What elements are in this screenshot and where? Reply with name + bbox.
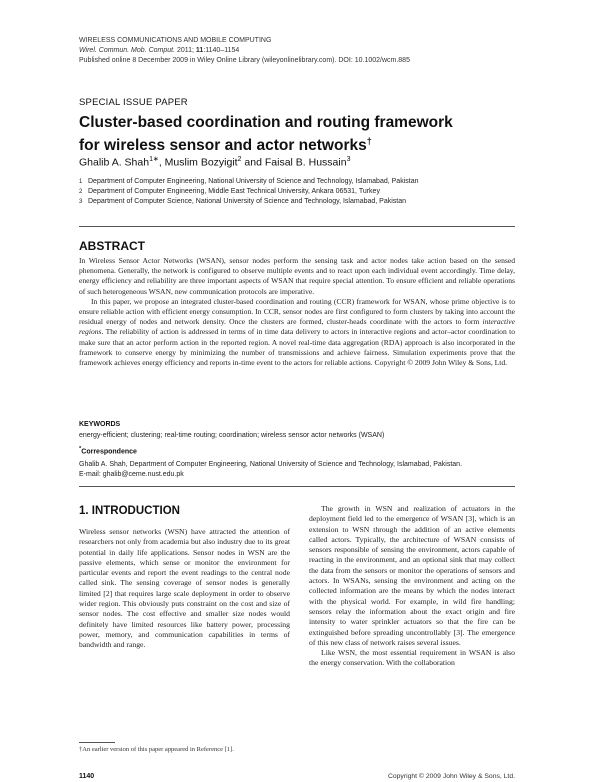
abstract-top-rule — [79, 226, 515, 227]
journal-abbrev: Wirel. Commun. Mob. Comput. — [79, 47, 176, 54]
intro-paragraph-3: Like WSN, the most essential requirement in WSAN is also the energy conservation. With the collaboration — [309, 648, 515, 668]
citation-volume: 11 — [195, 47, 204, 54]
affiliation-item — [79, 187, 539, 197]
affiliation-text: Department of Computer Science, National University of Science and Technology, Islamabad, Pakistan — [88, 198, 407, 205]
abstract-heading: ABSTRACT — [79, 239, 145, 253]
abstract-emphasis: interactive regions — [79, 317, 515, 337]
right-column — [309, 504, 515, 669]
abstract-paragraph-1: In Wireless Sensor Actor Networks (WSAN), sensor nodes perform the sensing task and actor nodes take action based on the sensed phenomena. Generally, the network is configured to observe multiple events and to react upon each individual event accordingly. Time delay, energy efficiency and reliability are three important aspects of WSAN that require special attention. To ensure efficient and reliable operations of such heterogeneous WSAN, new communication protocols are imperative. — [79, 256, 515, 296]
copyright-notice: Copyright © 2009 John Wiley & Sons, Ltd. — [387, 773, 515, 780]
title-footnote-mark: † — [366, 136, 372, 146]
correspondence-address: Ghalib A. Shah, Department of Computer Engineering, National University of Science and Technology, Islamabad, Pakistan. — [79, 461, 463, 468]
affiliation-item — [79, 177, 539, 187]
abstract-body — [79, 256, 515, 368]
author-separator: , — [158, 156, 165, 169]
correspondence-text — [79, 460, 515, 480]
author-name: Ghalib A. Shah — [79, 156, 150, 169]
footnote: †An earlier version of this paper appeared in Reference [1]. — [79, 746, 234, 753]
journal-name: WIRELESS COMMUNICATIONS AND MOBILE COMPUTING — [79, 37, 272, 44]
title-line-2-wrap — [79, 132, 524, 155]
footnote-rule — [79, 742, 115, 743]
left-column — [79, 527, 290, 651]
citation-line — [79, 46, 519, 56]
citation-pages: :1140–1154 — [203, 47, 240, 54]
author-list — [79, 155, 350, 169]
affiliation-text: Department of Computer Engineering, Middle East Technical University, Ankara 06531, Turkey — [88, 188, 380, 195]
author-separator: and — [241, 156, 265, 169]
introduction-heading: 1. INTRODUCTION — [79, 505, 180, 517]
title-line-1: Cluster-based coordination and routing framework — [79, 114, 453, 131]
correspondence-heading-wrap — [79, 446, 137, 455]
affiliation-item — [79, 197, 539, 207]
intro-paragraph-1: Wireless sensor networks (WSN) have attracted the attention of researchers not only from academia but also industry due to its great potential in daily life applications. Sensor nodes in WSN are the passive elements, which sense or monitor the environment for particular events and report the event readings to the central node called sink. The sensing coverage of sensor nodes is generally limited [2] that requires large scale deployment in order to observe wider region. This obviously puts constraint on the cost and size of sensor nodes. The cost effective and smaller size nodes would definitely have limited resources like battery power, processing power, memory, and communication capabilities in terms of bandwidth and range. — [79, 527, 290, 650]
page-number: 1140 — [79, 773, 95, 780]
affiliation-text: Department of Computer Engineering, National University of Science and Technology, Islamabad, Pakistan — [88, 178, 419, 185]
keywords-text: energy-efficient; clustering; real-time routing; coordination; wireless sensor actor networks (WSAN) — [79, 432, 385, 439]
publication-line: Published online 8 December 2009 in Wiley Online Library (wileyonlinelibrary.com). DOI: 10.1002/wcm.885 — [79, 57, 410, 64]
author-name: Faisal B. Hussain — [264, 156, 347, 169]
affiliation-number: 2 — [79, 189, 83, 195]
correspondence-mark: * — [79, 446, 82, 452]
abstract-paragraph-2 — [79, 297, 515, 368]
journal-header — [79, 36, 519, 66]
keywords-heading: KEYWORDS — [79, 421, 121, 428]
citation-year: 2011; — [175, 47, 196, 54]
affiliation-number: 1 — [79, 179, 83, 185]
author-affil-mark: 3 — [346, 156, 351, 163]
correspondence-heading: Correspondence — [81, 448, 137, 456]
affiliation-list — [79, 177, 539, 207]
author-name: Muslim Bozyigit — [164, 156, 238, 169]
abstract-text-part: . The reliability of action is addressed in terms of in time data delivery to actors in interactive regions and actor–actor coordination to make sure that an actor perform action in the reported region. A novel real-time data aggregation (RDA) approach is also incorporated in the framework to conserve energy by minimizing the number of transmissions and achieve fairness. Simulation experiments prove that the framework achieves energy efficiency and reports in-time event to the actors for reliable actions. Copyright © 2009 John Wiley & Sons, Ltd. — [79, 327, 515, 368]
affiliation-number: 3 — [79, 199, 83, 205]
title-line-2: for wireless sensor and actor networks — [79, 137, 367, 155]
author-affil-mark: 2 — [237, 156, 242, 163]
correspondence-email: E-mail: ghalib@ceme.nust.edu.pk — [79, 471, 184, 478]
author-affil-mark: 1∗ — [149, 156, 159, 163]
intro-paragraph-2: The growth in WSN and realization of actuators in the deployment field led to the emergence of WSAN [3], which is an extension to WSN through the addition of an active elements called actors. Typically, the architecture of WSAN consists of sensors responsible of sensing the environment, actors capable of reacting in the environment, and an optional sink that may collect the data from the sensors or monitor the operations of sensors and actors. In WSANs, sensing the environment and acting on the collected information are the means by which the nodes interact with the physical world. For example, in wild fire handling; sensors relay the information about the exact origin and fire intensity to water sprinkler actuators so that the fire can be extinguished before spreading uncontrollably [3]. The emergence of this new class of network raises several issues. — [309, 504, 515, 647]
paper-title — [79, 113, 524, 155]
abstract-text-part: In this paper, we propose an integrated cluster-based coordination and routing (CCR) framework for WSAN, whose prime objective is to ensure reliable action with efficient energy consumption. In CCR, sensor nodes are first configured to form clusters by taking into account the residual energy of nodes and network density. Once the clusters are formed, cluster-heads coordinate with the actors to form — [79, 296, 515, 327]
intro-top-rule — [79, 486, 515, 487]
section-type: SPECIAL ISSUE PAPER — [79, 97, 188, 108]
